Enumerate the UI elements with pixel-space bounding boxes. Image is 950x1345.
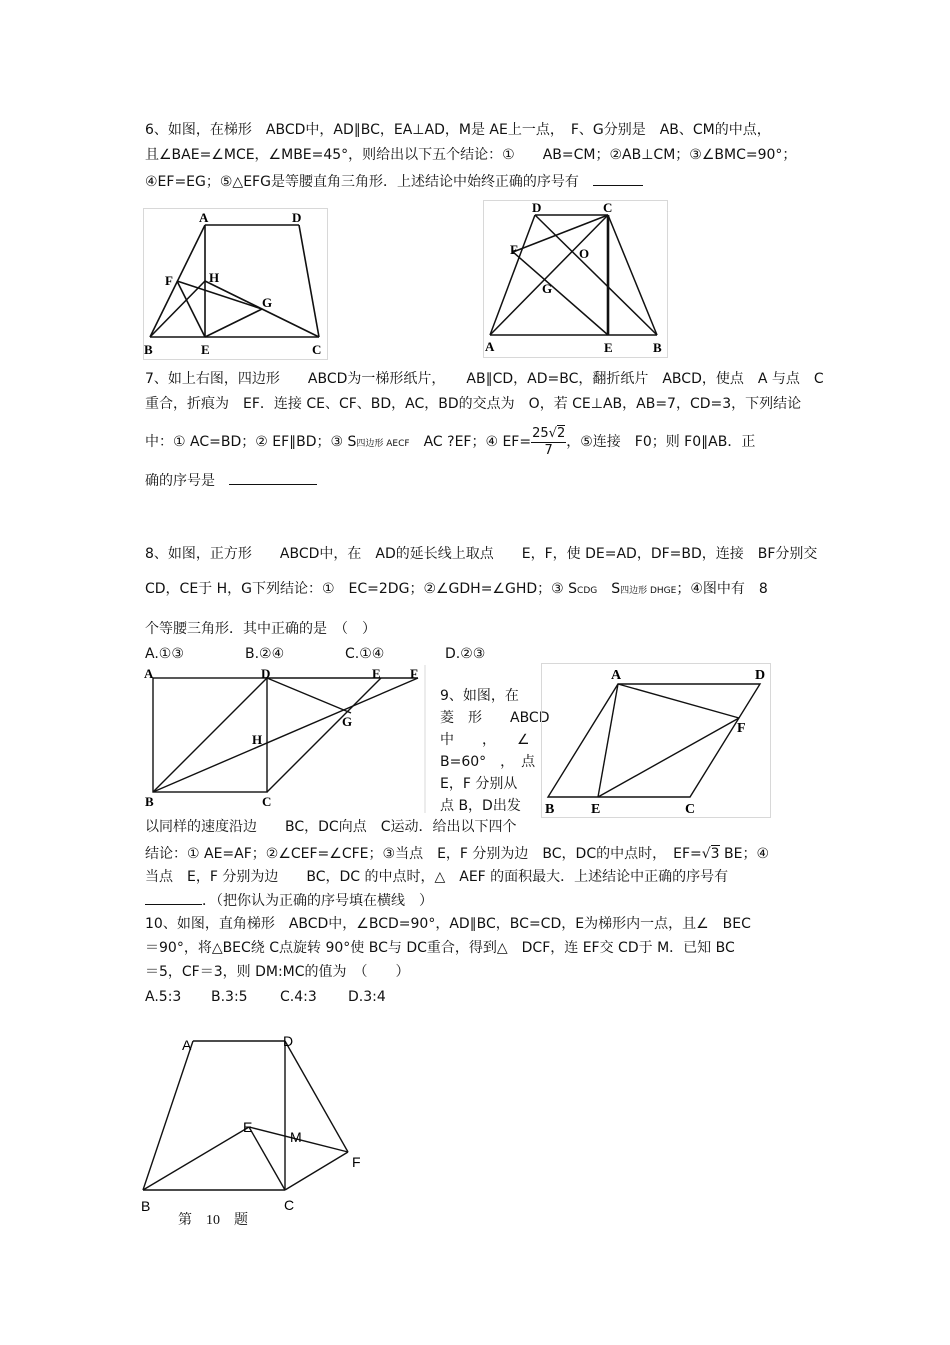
q8-line2-part-a: CD，CE于 H，G下列结论：① EC=2DG；②∠GDH=∠GHD；③ S [145, 581, 578, 597]
q7-label-a: A [485, 339, 495, 354]
q9-line2: 结论：① AE=AF；②∠CEF=∠CFE；③当点 E，F 分别为边 BC，DC的中点时， EF=√3 BE；④ [145, 846, 770, 862]
q8-option-b: B.②④ [245, 646, 285, 662]
q9-line4-text: ．（把你认为正确的序号填在横线 ） [202, 893, 433, 909]
q9-side-3: 中 ， ∠ [440, 732, 530, 748]
q7-figure [483, 200, 668, 358]
q10-label-c: C [284, 1197, 295, 1213]
q7-line3-part-c: ，⑤连接 F0；则 F0∥AB．正 [566, 434, 756, 450]
q7-frac-radicand: 2 [556, 425, 566, 441]
q9-side-5: E，F 分别从 [440, 776, 518, 792]
q6-label-a: A [199, 210, 209, 225]
q6-line3 [145, 171, 643, 191]
q9-side-6: 点 B，D出发 [440, 798, 521, 814]
q9-side-2: 菱 形 ABCD [440, 710, 550, 726]
q8-label-b: B [145, 794, 154, 809]
q10-label-e: E [243, 1119, 253, 1135]
q8-label-e: E [372, 666, 381, 681]
q8-label-h: H [252, 732, 263, 747]
q8-line3: 个等腰三角形．其中正确的是 （ ） [145, 621, 376, 637]
q7-label-c: C [603, 200, 613, 215]
q6-label-c: C [312, 342, 322, 357]
q7-line3-sub: 四边形 AECF [356, 439, 410, 449]
q8-label-c: C [262, 794, 272, 809]
q10-label-f: F [352, 1154, 361, 1170]
q9-line3: 当点 E，F 分别为边 BC，DC 的中点时，△ AEF 的面积最大．上述结论中正确的序号有 [145, 869, 729, 885]
q10-label-a: A [182, 1037, 192, 1053]
q6-label-e: E [201, 342, 210, 357]
q8-label-g: G [342, 714, 353, 729]
q6-figure [143, 208, 328, 360]
q8-option-d: D.②③ [445, 646, 486, 662]
q6-label-h: H [209, 270, 220, 285]
q7-line2: 重合，折痕为 EF．连接 CE、CF、BD，AC，BD的交点为 O，若 CE⊥AB，AB=7，CD=3，下列结论 [145, 396, 802, 412]
q10-label-m: M [290, 1129, 302, 1145]
q10-line3: ＝5，CF＝3，则 DM:MC的值为 （ ） [145, 964, 410, 980]
q9-label-b: B [545, 802, 555, 817]
q7-line3 [145, 422, 755, 462]
q8-label-a: A [144, 666, 154, 681]
q8-line2-sub2: 四边形 DHGE [620, 586, 677, 596]
q7-line1: 7、如上右图，四边形 ABCD为一梯形纸片， AB∥CD，AD=BC，翻折纸片 ABCD，使点 A 与点 C [145, 371, 824, 387]
q9-line1: 以同样的速度沿边 BC，DC向点 C运动．给出以下四个 [145, 819, 517, 835]
q6-label-d: D [292, 210, 302, 225]
q9-label-f: F [737, 721, 746, 736]
q10-caption: 第 10 题 [178, 1213, 248, 1228]
q10-option-a: A.5:3 [145, 989, 182, 1005]
q8-line2-part-c: ；④图中有 8 [676, 581, 768, 597]
q7-line4 [145, 470, 317, 490]
q7-frac-num: 25 [532, 425, 549, 441]
q7-label-d: D [532, 200, 542, 215]
q7-answer-blank [229, 470, 317, 485]
q7-label-o: O [579, 246, 590, 261]
q6-label-f: F [165, 273, 173, 288]
q8-figure [143, 665, 428, 813]
q7-frac-den: 7 [544, 442, 553, 458]
q10-line2: ＝90°，将△BEC绕 C点旋转 90°使 BC与 DC重合，得到△ DCF，连 EF交 CD于 M．已知 BC [145, 940, 735, 956]
q7-line4-text: 确的序号是 [145, 473, 215, 489]
q7-label-g: G [542, 281, 553, 296]
q9-label-d: D [755, 668, 766, 683]
q8-label-d: D [261, 666, 271, 681]
q9-answer-blank [145, 890, 202, 905]
q9-label-e: E [591, 802, 601, 817]
q9-label-a: A [611, 668, 622, 683]
q9-label-c: C [685, 802, 696, 817]
q8-line2-part-b: S [597, 581, 621, 597]
q7-label-e: E [604, 340, 613, 355]
q9-line2-part-b: BE；④ [719, 846, 770, 862]
q6-line3-text: ④EF=EG；⑤△EFG是等腰直角三角形．上述结论中始终正确的序号有 [145, 174, 579, 190]
q7-label-b: B [653, 340, 662, 355]
q6-label-b: B [144, 342, 153, 357]
q9-side-4: B=60° ， 点 [440, 754, 536, 770]
q10-option-d: D.3:4 [348, 989, 386, 1005]
q8-line2 [145, 580, 768, 600]
q10-figure [135, 1030, 375, 1235]
q6-answer-blank [593, 171, 643, 186]
q8-option-a: A.①③ [145, 646, 184, 662]
q6-line2: 且∠BAE=∠MCE，∠MBE=45°，则给出以下五个结论：① AB=CM；②AB⊥CM；③∠BMC=90°； [145, 147, 797, 163]
q10-label-b: B [141, 1198, 151, 1214]
q8-line2-sub1: CDG [577, 586, 598, 596]
q10-option-b: B.3:5 [211, 989, 248, 1005]
q9-side-1: 9、如图，在 [440, 688, 519, 704]
q10-line1: 10、如图，直角梯形 ABCD中，∠BCD=90°，AD∥BC，BC=CD，E为梯形内一点，且∠ BEC [145, 916, 751, 932]
q6-line1: 6、如图，在梯形 ABCD中，AD∥BC，EA⊥AD，M是 AE上一点， F、G分别是 AB、CM的中点， [145, 122, 771, 138]
q10-option-c: C.4:3 [280, 989, 317, 1005]
q8-line1: 8、如图，正方形 ABCD中，在 AD的延长线上取点 E，F，使 DE=AD，DF=BD，连接 BF分别交 [145, 546, 818, 562]
q7-label-f: F [510, 242, 518, 257]
q7-line3-part-b: AC ?EF；④ EF= [423, 434, 532, 450]
q7-ef-fraction: $\frac{25√2}{7}$ [532, 425, 566, 458]
q7-line3-part-a: 中：① AC=BD；② EF∥BD；③ S [145, 434, 357, 450]
q6-label-g: G [262, 295, 273, 310]
q9-line2-radicand: 3 [710, 846, 720, 862]
q8-label-f: F [410, 666, 418, 681]
q9-figure [541, 663, 771, 818]
q9-line2-part-a: 结论：① AE=AF；②∠CEF=∠CFE；③当点 E，F 分别为边 BC，DC的中点时， EF= [145, 846, 702, 862]
q8-option-c: C.①④ [345, 646, 385, 662]
q9-line4 [145, 890, 433, 910]
q10-label-d: D [283, 1033, 294, 1049]
